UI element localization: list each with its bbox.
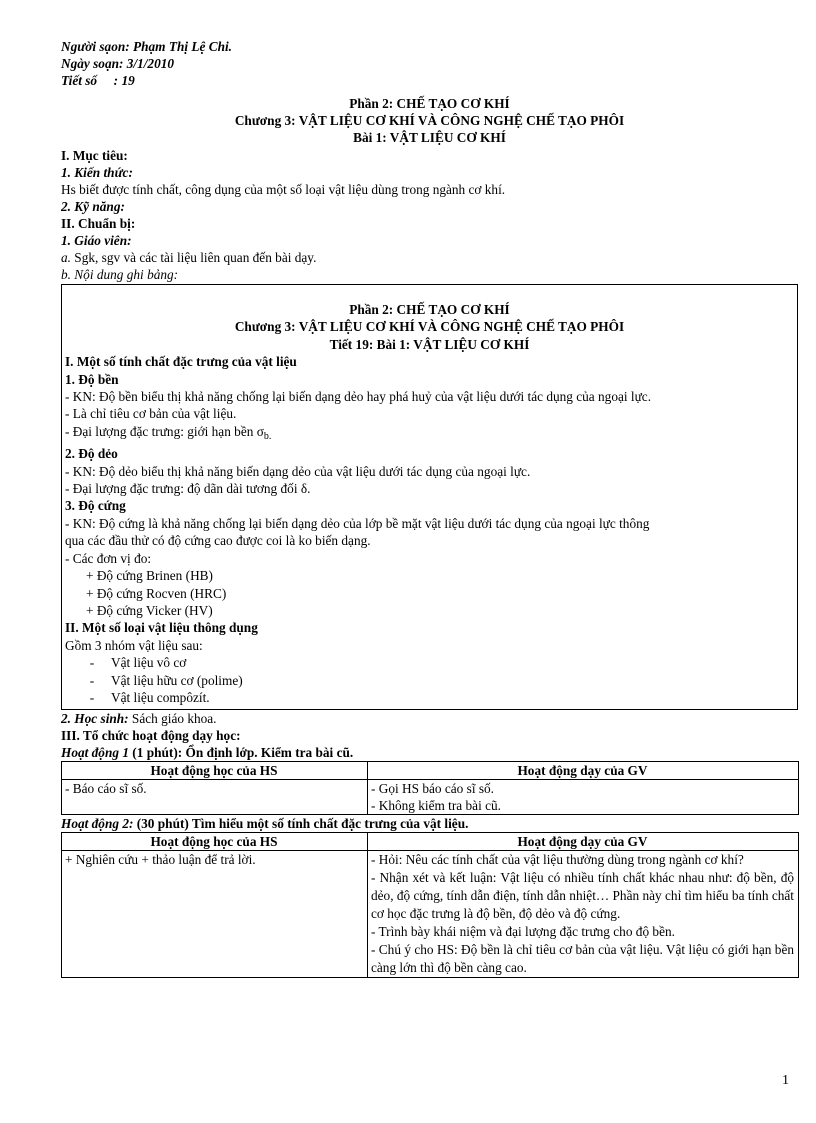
objectives-heading: I. Mục tiêu: bbox=[61, 148, 128, 163]
lesson-title: Bài 1: VẬT LIỆU CƠ KHÍ bbox=[353, 130, 506, 145]
hardness-units-intro: - Các đơn vị đo: bbox=[65, 550, 152, 566]
hardness-definition-2: qua các đầu thử có độ cứng cao được coi là ko biến dạng. bbox=[65, 533, 371, 549]
teacher-label: 1. Giáo viên: bbox=[61, 233, 132, 248]
document-page bbox=[61, 38, 798, 978]
skills-label: 2. Kỹ năng: bbox=[61, 199, 125, 214]
teacher-item-a: a. Sgk, sgv và các tài liệu liên quan đến bài dạy. bbox=[61, 250, 317, 265]
material-item: - Vật liệu compôzít. bbox=[89, 689, 210, 705]
column-header-students: Hoạt động học của HS bbox=[62, 762, 368, 780]
ductility-definition: - KN: Độ dẻo biểu thị khả năng biến dạng dẻo của vật liệu dưới tác dụng của ngoại lực. bbox=[65, 463, 531, 479]
period-line: Tiết số : 19 bbox=[61, 73, 135, 88]
board-section-2: II. Một số loại vật liệu thông dụng bbox=[65, 620, 258, 636]
date-line: Ngày soạn: 3/1/2010 bbox=[61, 56, 175, 71]
knowledge-label: 1. Kiến thức: bbox=[61, 165, 133, 180]
hardness-definition-1: - KN: Độ cứng là khả năng chống lại biến dạng dẻo của lớp bề mặt vật liệu dưới tác dụng của ngoại lực thông bbox=[65, 515, 650, 531]
teacher-item-b: b. Nội dung ghi bảng: bbox=[61, 267, 179, 282]
board-chapter-title: Chương 3: VẬT LIỆU CƠ KHÍ VÀ CÔNG NGHỆ CHẾ TẠO PHÔI bbox=[234, 319, 625, 335]
knowledge-text: Hs biết được tính chất, công dụng của một số loại vật liệu dùng trong ngành cơ khí. bbox=[61, 182, 506, 197]
table-header-row bbox=[62, 762, 799, 780]
prep-heading: II. Chuẩn bị: bbox=[61, 216, 136, 231]
hardness-title: 3. Độ cứng bbox=[65, 498, 126, 514]
durability-note: - Là chỉ tiêu cơ bản của vật liệu. bbox=[65, 406, 237, 422]
durability-title: 1. Độ bền bbox=[65, 371, 119, 387]
students-line: 2. Học sinh: Sách giáo khoa. bbox=[61, 711, 217, 727]
activities-heading: III. Tổ chức hoạt động dạy học: bbox=[61, 728, 241, 744]
teacher-activity-cell: - Gọi HS báo cáo sĩ số. - Không kiểm tra bài cũ. bbox=[368, 780, 799, 815]
part-title: Phần 2: CHẾ TẠO CƠ KHÍ bbox=[349, 96, 510, 111]
table-header-row bbox=[62, 833, 799, 851]
column-header-teacher: Hoạt động dạy của GV bbox=[368, 762, 799, 780]
material-item: - Vật liệu hữu cơ (polime) bbox=[89, 672, 243, 688]
page-number: 1 bbox=[782, 1073, 789, 1088]
ductility-title: 2. Độ dẻo bbox=[65, 446, 118, 462]
activity-2-table bbox=[61, 832, 799, 978]
column-header-teacher: Hoạt động dạy của GV bbox=[368, 833, 799, 851]
hardness-unit-item: + Độ cứng Brinen (HB) bbox=[86, 568, 213, 584]
material-item: - Vật liệu vô cơ bbox=[89, 655, 187, 671]
board-section-1: I. Một số tính chất đặc trưng của vật liệu bbox=[65, 354, 297, 370]
hardness-unit-item: + Độ cứng Rocven (HRC) bbox=[86, 585, 227, 601]
durability-quantity: - Đại lượng đặc trưng: giới hạn bền $\sigma_{b.}$ bbox=[65, 423, 272, 442]
table-row bbox=[62, 851, 799, 978]
ductility-quantity: - Đại lượng đặc trưng: độ dãn dài tương đối δ. bbox=[65, 481, 311, 497]
teacher-activity-cell: - Hỏi: Nêu các tính chất của vật liệu thường dùng trong ngành cơ khí? - Nhận xét và kết luận: Vật liệu có nhiều tính chất khác nhau như: độ bền, độ dẻo, độ cứng, tính dẫn điện, tính dẫn nhiệt… Phần này chỉ tìm hiểu ba tính chất cơ học đặc trưng là độ bền, độ dẻo và độ cứng. - Trình bày khái niệm và đại lượng đặc trưng cho độ bền. - Chú ý cho HS: Độ bền là chỉ tiêu cơ bản của vật liệu. Vật liệu có giới hạn bền càng lớn thì độ bền càng cao. bbox=[368, 851, 799, 978]
chapter-title: Chương 3: VẬT LIỆU CƠ KHÍ VÀ CÔNG NGHỆ CHẾ TẠO PHÔI bbox=[234, 113, 625, 128]
table-row bbox=[62, 780, 799, 815]
student-activity-cell: - Báo cáo sĩ số. bbox=[62, 780, 368, 815]
activity-1-table bbox=[61, 761, 799, 815]
board-lesson-title: Tiết 19: Bài 1: VẬT LIỆU CƠ KHÍ bbox=[329, 336, 530, 352]
student-activity-cell: + Nghiên cứu + thảo luận để trả lời. bbox=[62, 851, 368, 978]
activity-2-heading: Hoạt động 2: (30 phút) Tìm hiểu một số tính chất đặc trưng của vật liệu. bbox=[61, 816, 469, 832]
hardness-unit-item: + Độ cứng Vicker (HV) bbox=[86, 602, 213, 618]
activity-1-heading: Hoạt động 1 (1 phút): Ổn định lớp. Kiểm tra bài cũ. bbox=[61, 745, 354, 761]
board-content-box bbox=[61, 284, 798, 710]
durability-definition: - KN: Độ bền biểu thị khả năng chống lại biến dạng dẻo hay phá huỷ của vật liệu dưới tác dụng của ngoại lực. bbox=[65, 389, 652, 405]
materials-intro: Gồm 3 nhóm vật liệu sau: bbox=[65, 637, 203, 653]
column-header-students: Hoạt động học của HS bbox=[62, 833, 368, 851]
board-part-title: Phần 2: CHẾ TẠO CƠ KHÍ bbox=[349, 302, 510, 317]
author-line: Người sạon: Phạm Thị Lệ Chi. bbox=[61, 39, 232, 54]
